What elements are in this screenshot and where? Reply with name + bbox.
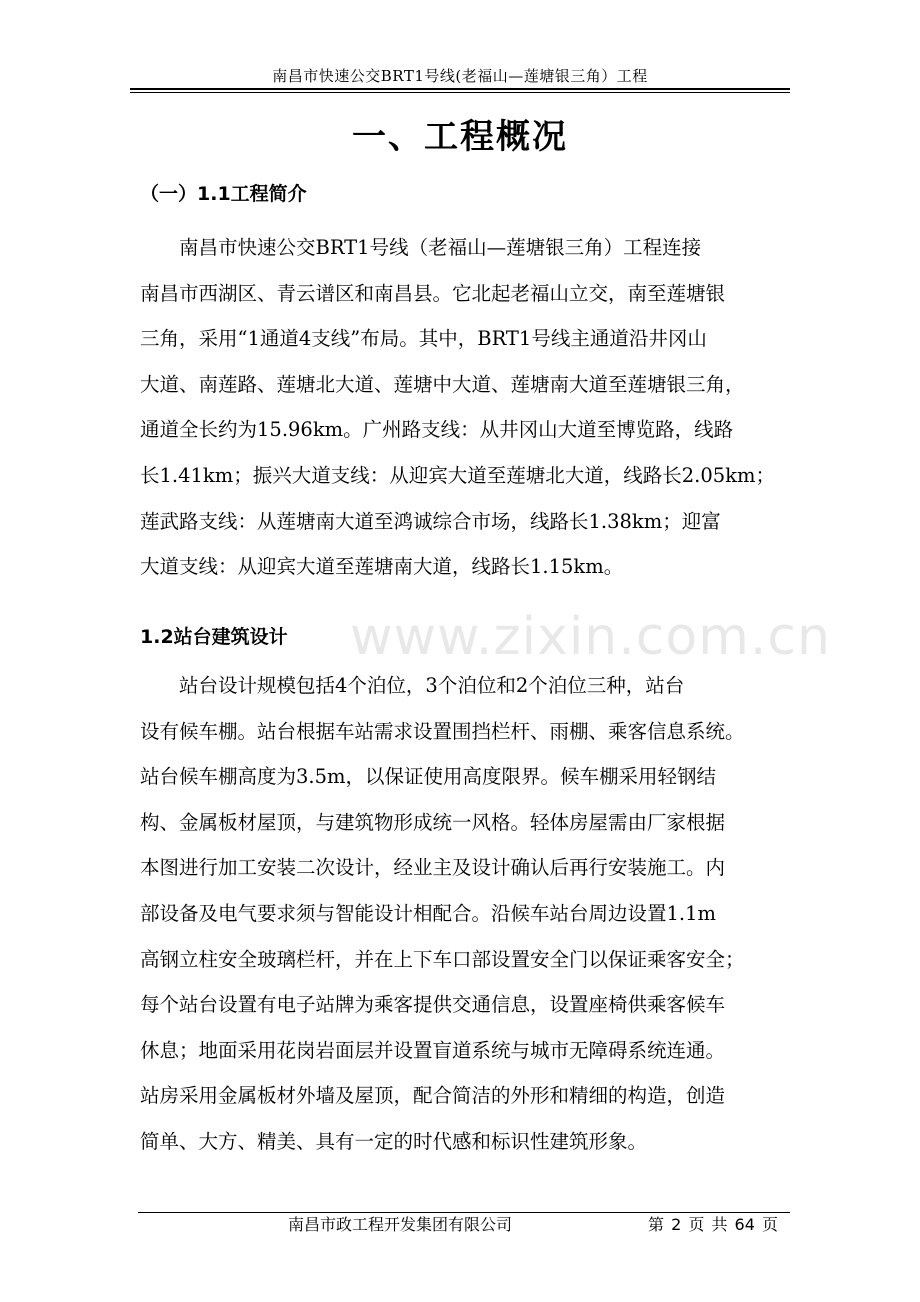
footer-page-number: 第 2 页 共 64 页: [648, 1215, 778, 1234]
section-body-2: [140, 663, 790, 1165]
page-title: 一、工程概况: [352, 117, 568, 157]
paragraph-line: 高钢立柱安全玻璃栏杆，并在上下车口部设置安全门以保证乘客安全；: [140, 947, 745, 971]
footer-rule: [138, 1212, 790, 1213]
paragraph-line: 莲武路支线：从莲塘南大道至鸿诚综合市场，线路长1.38km；迎富: [140, 509, 721, 533]
paragraph-line: 长1.41km；振兴大道支线：从迎宾大道至莲塘北大道，线路长2.05km；: [140, 463, 775, 487]
paragraph-line: 南昌市快速公交BRT1号线（老福山—莲塘银三角）工程连接: [140, 236, 702, 259]
paragraph-line: 本图进行加工安装二次设计，经业主及设计确认后再行安装施工。内: [140, 856, 726, 880]
paragraph-line: 站房采用金属板材外墙及屋顶，配合简洁的外形和精细的构造，创造: [140, 1084, 726, 1108]
paragraph-line: 部设备及电气要求须与智能设计相配合。沿候车站台周边设置1.1m: [140, 901, 717, 925]
watermark: www.zixin.com.cn: [350, 607, 831, 667]
paragraph-line: 南昌市西湖区、青云谱区和南昌县。它北起老福山立交，南至莲塘银: [140, 281, 726, 305]
section-heading-2: 1.2站台建筑设计: [140, 626, 288, 648]
paragraph-line: 设有候车棚。站台根据车站需求设置围挡栏杆、雨棚、乘客信息系统。: [140, 719, 745, 743]
paragraph-line: 三角，采用“1通道4支线”布局。其中，BRT1号线主通道沿井冈山: [140, 327, 707, 351]
paragraph-line: 大道、南莲路、莲塘北大道、莲塘中大道、莲塘南大道至莲塘银三角，: [140, 372, 745, 396]
running-header: 南昌市快速公交BRT1号线(老福山—莲塘银三角）工程: [272, 67, 648, 85]
paragraph-line: 构、金属板材屋顶，与建筑物形成统一风格。轻体房屋需由厂家根据: [140, 810, 726, 834]
paragraph-line: 大道支线：从迎宾大道至莲塘南大道，线路长1.15km。: [140, 555, 624, 579]
footer-company: 南昌市政工程开发集团有限公司: [288, 1215, 513, 1234]
paragraph-line: 休息；地面采用花岗岩面层并设置盲道系统与城市无障碍系统连通。: [140, 1038, 726, 1062]
paragraph-line: 站台设计规模包括4个泊位，3个泊位和2个泊位三种，站台: [140, 674, 685, 697]
section-body-1: [140, 225, 790, 590]
paragraph-line: 简单、大方、精美、具有一定的时代感和标识性建筑形象。: [140, 1129, 648, 1153]
paragraph-line: 通道全长约为15.96km。广州路支线：从井冈山大道至博览路，线路: [140, 418, 734, 442]
section-heading-1: （一）1.1工程简介: [140, 183, 307, 205]
header-rule: [130, 88, 790, 93]
paragraph-line: 站台候车棚高度为3.5m，以保证使用高度限界。候车棚采用轻钢结: [140, 765, 717, 789]
paragraph-line: 每个站台设置有电子站牌为乘客提供交通信息，设置座椅供乘客候车: [140, 993, 726, 1017]
